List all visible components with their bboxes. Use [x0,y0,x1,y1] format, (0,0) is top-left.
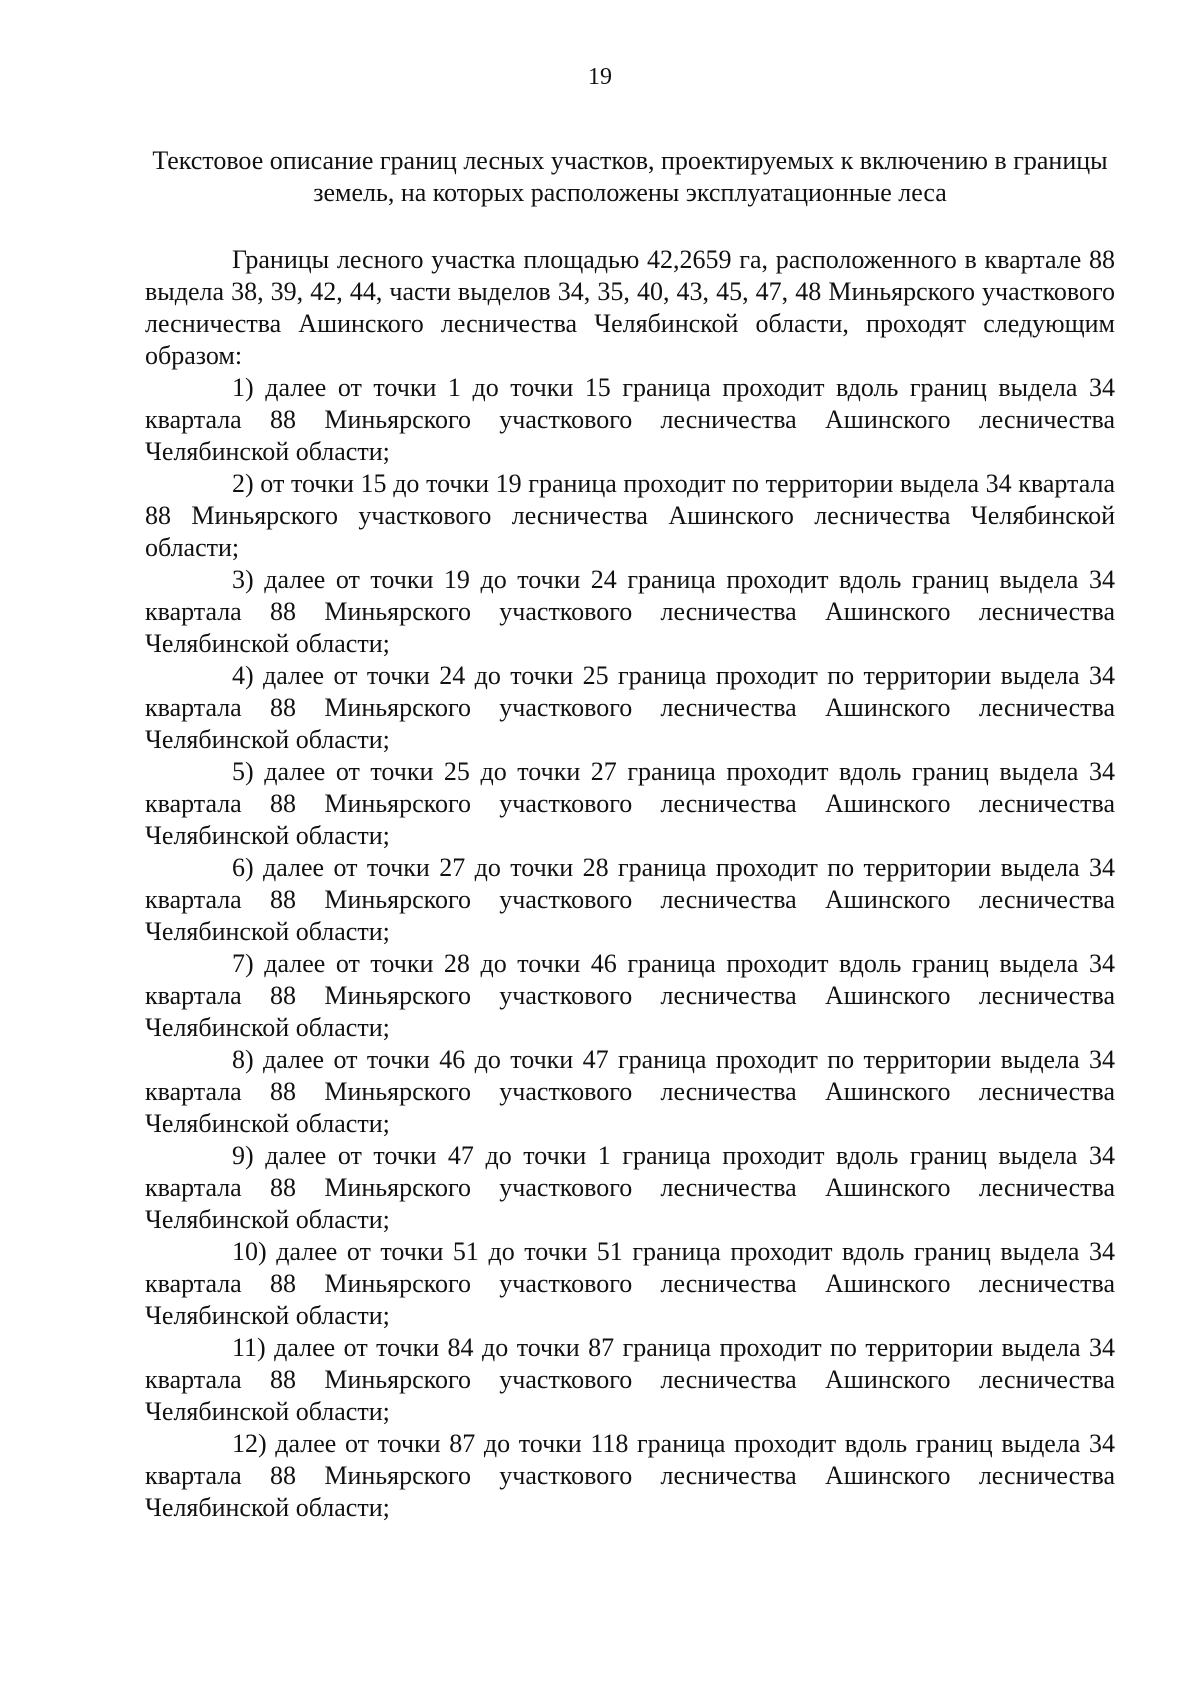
list-item-3: 3) далее от точки 19 до точки 24 граница проходит вдоль границ выдела 34 квартала 88 Миньярского участкового лесничества Ашинского лесничества Челябинской области; [145,565,1115,658]
list-item-9: 9) далее от точки 47 до точки 1 граница проходит вдоль границ выдела 34 квартала 88 Миньярского участкового лесничества Ашинского лесничества Челябинской области; [145,1141,1115,1234]
list-item-10: 10) далее от точки 51 до точки 51 граница проходит вдоль границ выдела 34 квартала 88 Миньярского участкового лесничества Ашинского лесничества Челябинской области; [145,1237,1115,1330]
document-title: Текстовое описание границ лесных участков, проектируемых к включению в границы земель, на которых расположены эксплуатационные леса [152,146,1108,207]
list-item-5: 5) далее от точки 25 до точки 27 граница проходит вдоль границ выдела 34 квартала 88 Миньярского участкового лесничества Ашинского лесничества Челябинской области; [145,757,1115,850]
list-item-6: 6) далее от точки 27 до точки 28 граница проходит по территории выдела 34 квартала 88 Миньярского участкового лесничества Ашинского лесничества Челябинской области; [145,853,1115,946]
list-item-12: 12) далее от точки 87 до точки 118 граница проходит вдоль границ выдела 34 квартала 88 Миньярского участкового лесничества Ашинского лесничества Челябинской области; [145,1429,1115,1522]
list-item-4: 4) далее от точки 24 до точки 25 граница проходит по территории выдела 34 квартала 88 Миньярского участкового лесничества Ашинского лесничества Челябинской области; [145,661,1115,754]
page-number: 19 [588,64,612,90]
list-item-1: 1) далее от точки 1 до точки 15 граница проходит вдоль границ выдела 34 квартала 88 Миньярского участкового лесничества Ашинского лесничества Челябинской области; [145,373,1115,466]
intro-paragraph: Границы лесного участка площадью 42,2659 га, расположенного в квартале 88 выдела 38, 39, 42, 44, части выделов 34, 35, 40, 43, 45, 47, 48 Миньярского участкового лесничества Ашинского лесничества Челябинской области, проходят следующим образом: [145,245,1115,370]
list-item-8: 8) далее от точки 46 до точки 47 граница проходит по территории выдела 34 квартала 88 Миньярского участкового лесничества Ашинского лесничества Челябинской области; [145,1045,1115,1138]
list-item-7: 7) далее от точки 28 до точки 46 граница проходит вдоль границ выдела 34 квартала 88 Миньярского участкового лесничества Ашинского лесничества Челябинской области; [145,949,1115,1042]
list-item-11: 11) далее от точки 84 до точки 87 граница проходит по территории выдела 34 квартала 88 Миньярского участкового лесничества Ашинского лесничества Челябинской области; [145,1333,1115,1426]
document-body [145,244,1115,1524]
list-item-2: 2) от точки 15 до точки 19 граница проходит по территории выдела 34 квартала 88 Миньярского участкового лесничества Ашинского лесничества Челябинской области; [145,469,1115,562]
